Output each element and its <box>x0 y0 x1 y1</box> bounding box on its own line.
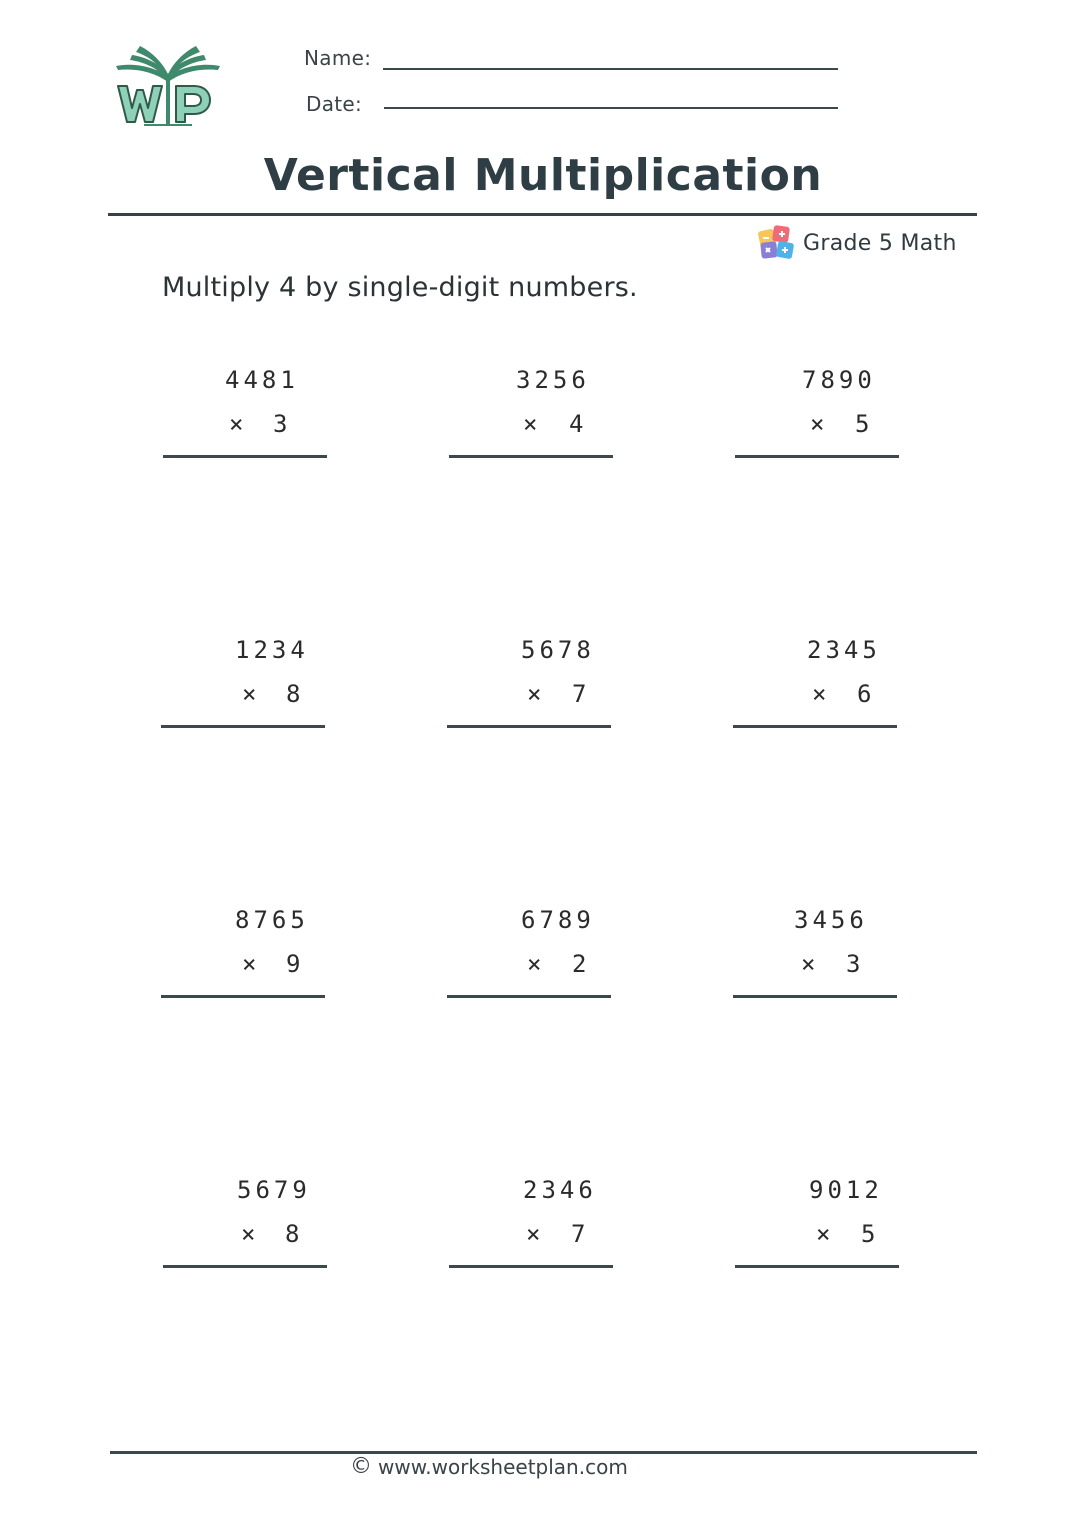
multiplication-sign: × <box>527 950 546 978</box>
multiplier: 5 <box>855 410 874 438</box>
multiplicand: 7890 <box>802 366 876 394</box>
date-label: Date: <box>306 92 363 116</box>
answer-line[interactable] <box>161 995 325 998</box>
multiplier: 5 <box>861 1220 880 1248</box>
problem-6 <box>733 636 897 746</box>
multiplicand: 3256 <box>516 366 590 394</box>
multiplication-sign: × <box>229 410 248 438</box>
answer-line[interactable] <box>733 995 897 998</box>
problem-11 <box>449 1176 613 1286</box>
multiplier: 7 <box>572 680 591 708</box>
multiplication-sign: × <box>241 1220 260 1248</box>
multiplier: 6 <box>857 680 876 708</box>
footer <box>350 1454 628 1479</box>
instructions-text: Multiply 4 by single-digit numbers. <box>162 272 638 303</box>
problem-7 <box>161 906 325 1016</box>
answer-line[interactable] <box>735 1265 899 1268</box>
answer-line[interactable] <box>163 455 327 458</box>
multiplicand: 4481 <box>225 366 299 394</box>
multiplication-sign: × <box>816 1220 835 1248</box>
answer-line[interactable] <box>161 725 325 728</box>
multiplicand: 2346 <box>523 1176 597 1204</box>
answer-line[interactable] <box>163 1265 327 1268</box>
answer-line[interactable] <box>733 725 897 728</box>
multiplicand: 2345 <box>807 636 881 664</box>
problem-1 <box>163 366 327 476</box>
title-divider <box>108 213 977 216</box>
multiplication-sign: × <box>801 950 820 978</box>
multiplier: 2 <box>572 950 591 978</box>
multiplication-sign: × <box>810 410 829 438</box>
grade-badge <box>757 224 957 262</box>
name-field[interactable] <box>383 68 838 70</box>
worksheetplan-logo <box>110 42 226 132</box>
multiplicand: 5679 <box>237 1176 311 1204</box>
math-cards-icon <box>757 224 797 262</box>
multiplication-sign: × <box>526 1220 545 1248</box>
answer-line[interactable] <box>447 995 611 998</box>
answer-line[interactable] <box>735 455 899 458</box>
page-title: Vertical Multiplication <box>263 150 823 201</box>
multiplier: 9 <box>286 950 305 978</box>
multiplier: 8 <box>286 680 305 708</box>
answer-line[interactable] <box>447 725 611 728</box>
multiplication-sign: × <box>527 680 546 708</box>
problem-10 <box>163 1176 327 1286</box>
problem-9 <box>733 906 897 1016</box>
multiplicand: 1234 <box>235 636 309 664</box>
multiplier: 3 <box>273 410 292 438</box>
multiplicand: 9012 <box>809 1176 883 1204</box>
book-logo-icon <box>110 42 226 132</box>
multiplier: 4 <box>569 410 588 438</box>
multiplier: 8 <box>285 1220 304 1248</box>
answer-line[interactable] <box>449 455 613 458</box>
problem-8 <box>447 906 611 1016</box>
multiplicand: 5678 <box>521 636 595 664</box>
grade-label: Grade 5 Math <box>803 230 957 256</box>
problem-3 <box>735 366 899 476</box>
copyright-icon: © <box>350 1454 372 1479</box>
multiplication-sign: × <box>812 680 831 708</box>
multiplication-sign: × <box>242 950 261 978</box>
answer-line[interactable] <box>449 1265 613 1268</box>
problem-5 <box>447 636 611 746</box>
problem-4 <box>161 636 325 746</box>
multiplicand: 8765 <box>235 906 309 934</box>
name-label: Name: <box>304 46 372 70</box>
multiplicand: 3456 <box>794 906 868 934</box>
footer-url[interactable]: www.worksheetplan.com <box>378 1454 628 1479</box>
date-field[interactable] <box>384 107 838 109</box>
problem-12 <box>735 1176 899 1286</box>
problem-2 <box>449 366 613 476</box>
multiplicand: 6789 <box>521 906 595 934</box>
multiplier: 7 <box>571 1220 590 1248</box>
multiplication-sign: × <box>242 680 261 708</box>
multiplier: 3 <box>846 950 865 978</box>
multiplication-sign: × <box>523 410 542 438</box>
